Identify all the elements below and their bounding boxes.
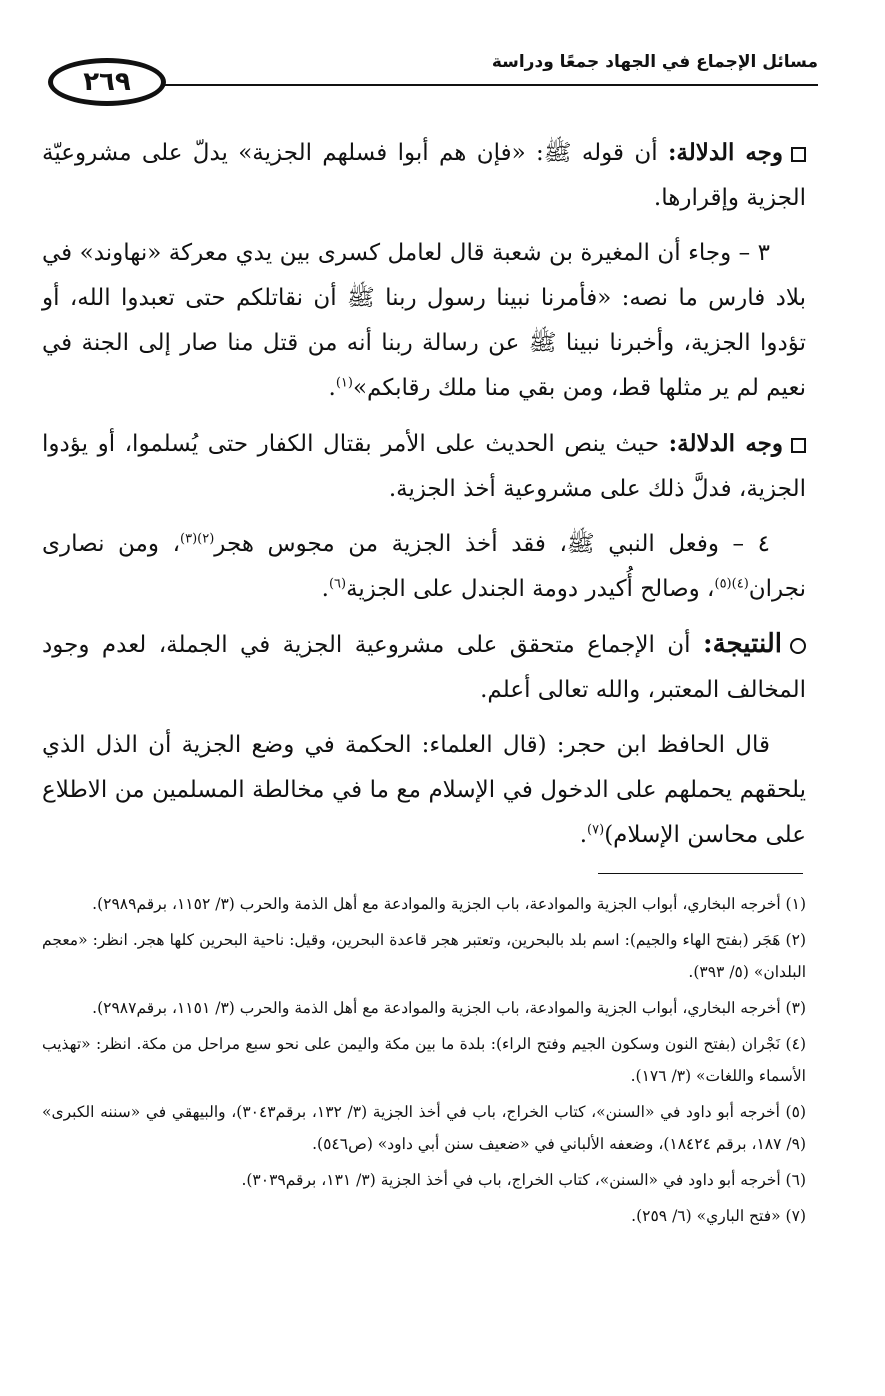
- paragraph-text: ٤ – وفعل النبي ﷺ، فقد أخذ الجزية من مجوس هجر: [214, 531, 770, 557]
- label-result: النتيجة:: [702, 629, 782, 659]
- footnote-ref[interactable]: (٤)(٥): [714, 576, 749, 592]
- square-bullet-icon: [791, 438, 806, 453]
- label-evidence: وجه الدلالة:: [667, 139, 784, 166]
- footnote: (٢) هَجَر (بفتح الهاء والجيم): اسم بلد بالبحرين، وتعتبر هجر قاعدة البحرين، وقيل: ناحية البحرين كلها هجر. انظر: «معجم البلدان» (٥/ ٣٩٣).: [42, 931, 806, 981]
- footnote-separator: [598, 873, 803, 874]
- label-evidence: وجه الدلالة:: [668, 430, 783, 457]
- footnote: (٥) أخرجه أبو داود في «السنن»، كتاب الخراج، باب في أخذ الجزية (٣/ ١٣٢، برقم٣٠٤٣)، والبيهقي في «سننه الكبرى» (٩/ ١٨٧، برقم ١٨٤٢٤)، وضعفه الألباني في «ضعيف سنن أبي داود» (ص٥٤٦).: [42, 1103, 806, 1153]
- paragraph-end: .: [579, 822, 588, 848]
- paragraph-6: [42, 723, 806, 858]
- main-text: [42, 130, 806, 868]
- paragraph-text: ٣ – وجاء أن المغيرة بن شعبة قال لعامل كسرى بين يدي معركة «نهاوند» في بلاد فارس ما نصه: «فأمرنا نبينا رسول ربنا ﷺ أن نقاتلكم حتى تعبدوا الله، أو تؤدوا الجزية، وأخبرنا نبينا ﷺ عن رسالة ربنا أنه من قتل منا صار إلى الجنة في نعيم لم ير مثلها قط، ومن بقي منا ملك رقابكم»: [42, 240, 806, 401]
- square-bullet-icon: [791, 147, 806, 162]
- paragraph-4: [42, 522, 806, 612]
- paragraph-text: أن قوله ﷺ: «فإن هم أبوا فسلهم الجزية» يدلّ على مشروعيّة الجزية وإقرارها.: [42, 140, 806, 211]
- page-header: [38, 44, 818, 114]
- page-number: ٢٦٩: [48, 58, 166, 106]
- paragraph-3: [42, 421, 806, 512]
- footnote-ref[interactable]: (١): [335, 375, 353, 391]
- footnote: (٣) أخرجه البخاري، أبواب الجزية والموادعة، باب الجزية والموادعة مع أهل الذمة والحرب (٣/ ١١٥١، برقم٢٩٨٧).: [92, 999, 806, 1017]
- footnote-ref[interactable]: (٢)(٣): [180, 531, 215, 547]
- footnote: (٤) نَجْران (بفتح النون وسكون الجيم وفتح الراء): بلدة ما بين مكة واليمن على نحو سبع مراحل من مكة. انظر: «تهذيب الأسماء واللغات» (٣/ ١٧٦).: [42, 1035, 806, 1085]
- footnotes: [42, 888, 806, 1236]
- paragraph-end: .: [321, 576, 329, 602]
- paragraph-2: [42, 231, 806, 411]
- footnote-ref[interactable]: (٧): [587, 822, 605, 838]
- paragraph-text: قال الحافظ ابن حجر: (قال العلماء: الحكمة في وضع الجزية أن الذل الذي يلحقهم يحملهم على الدخول في الإسلام مع ما في مخالطة المسلمين من الاطلاع على محاسن الإسلام): [42, 732, 806, 848]
- circle-bullet-icon: [790, 638, 806, 654]
- footnote: (١) أخرجه البخاري، أبواب الجزية والموادعة، باب الجزية والموادعة مع أهل الذمة والحرب (٣/ ١١٥٢، برقم٢٩٨٩).: [92, 895, 806, 913]
- paragraph-1: [42, 130, 806, 221]
- footnote: (٧) «فتح الباري» (٦/ ٢٥٩).: [631, 1207, 806, 1225]
- paragraph-text: ، ومن نصارى نجران: [42, 531, 806, 602]
- paragraph-text: ، وصالح أُكيدر دومة الجندل على الجزية: [346, 576, 715, 602]
- paragraph-5: [42, 622, 806, 713]
- footnote: (٦) أخرجه أبو داود في «السنن»، كتاب الخراج، باب في أخذ الجزية (٣/ ١٣١، برقم٣٠٣٩).: [241, 1171, 806, 1189]
- paragraph-text: حيث ينص الحديث على الأمر بقتال الكفار حتى يُسلموا، أو يؤدوا الجزية، فدلَّ ذلك على مشروعية أخذ الجزية.: [42, 431, 806, 502]
- footnote-ref[interactable]: (٦): [328, 576, 347, 592]
- header-rule: [164, 84, 818, 86]
- running-title: مسائل الإجماع في الجهاد جمعًا ودراسة: [491, 52, 818, 72]
- paragraph-end: .: [328, 375, 336, 401]
- paragraph-text: أن الإجماع متحقق على مشروعية الجزية في الجملة، لعدم وجود المخالف المعتبر، والله تعالى أعلم.: [42, 632, 806, 703]
